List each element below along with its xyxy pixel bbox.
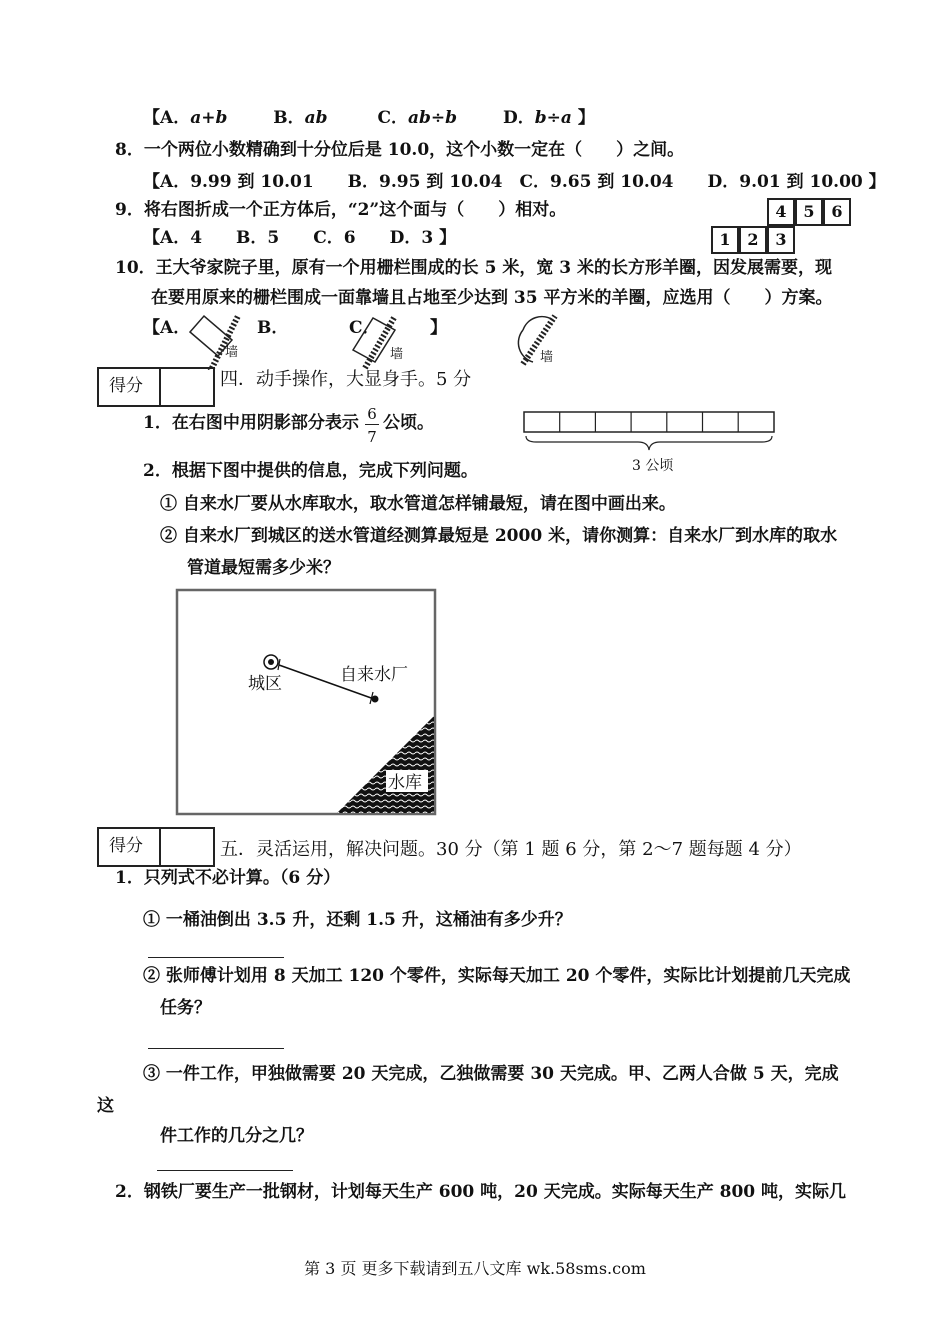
s5-q2: 2．钢铁厂要生产一批钢材，计划每天生产 600 吨，20 天完成。实际每天生产 800 吨，实际几 [115,1182,847,1202]
s5-q1-2a: ② 张师傅计划用 8 天加工 120 个零件，实际每天加工 20 个零件，实际比计划提前几天完成 [143,966,851,986]
section4-title: 四．动手操作，大显身手。5 分 [220,369,472,390]
s5-q1-1: ① 一桶油倒出 3.5 升，还剩 1.5 升，这桶油有多少升？ [143,910,572,930]
net-cell: 3 [767,226,795,254]
wall-label: 墙 [390,347,404,362]
q7-options: 【A．a+b B．ab C．ab÷b D．b÷a 】 [143,108,595,128]
q10-opt-close: 】 [430,318,447,338]
q10-line2: 在要用原来的栅栏围成一面靠墙且占地至少达到 35 平方米的羊圈，应选用（ ）方案。 [151,288,833,308]
map-city-label: 城区 [248,674,282,694]
option-c-figure [345,310,415,370]
net-cell: 5 [795,198,823,226]
answer-line[interactable] [148,957,284,958]
s4-q2-2a: ② 自来水厂到城区的送水管道经测算最短是 2000 米，请你测算：自来水厂到水库的取水 [160,526,838,546]
s5-q1-3a: ③ 一件工作，甲独做需要 20 天完成，乙独做需要 30 天完成。甲、乙两人合做 5 天，完成 [143,1064,839,1084]
fraction-denominator: 7 [367,428,377,446]
section5-title: 五．灵活运用，解决问题。30 分（第 1 题 6 分，第 2～7 题每题 4 分） [220,839,802,860]
q10-opt-a: 【A． [143,318,191,338]
s4-q1-text: 1．在右图中用阴影部分表示 [143,413,359,433]
hectare-bar [522,410,778,454]
net-cell: 6 [823,198,851,226]
q10-opt-c: C． [349,318,380,338]
s4-q2-2b: 管道最短需多少米？ [187,558,340,578]
score-label: 得分 [109,376,143,396]
score-box [97,367,215,407]
wall-label: 墙 [225,345,239,360]
score-label: 得分 [109,836,143,856]
fraction-bar [365,424,379,425]
wall-label: 墙 [540,350,554,365]
net-cell: 2 [739,226,767,254]
s5-q1-2b: 任务？ [160,998,211,1018]
page-footer: 第 3 页 更多下载请到五八文库 wk.58sms.com [304,1259,646,1278]
s5-q1-3c: 件工作的几分之几？ [160,1126,313,1146]
q8-options: 【A．9.99 到 10.01 B．9.95 到 10.04 C．9.65 到 10.04 D．9.01 到 10.00 】 [143,172,886,192]
option-a-figure [180,310,250,370]
q8-text: 8．一个两位小数精确到十分位后是 10.0，这个小数一定在（ ）之间。 [115,140,685,160]
s4-q2-1: ① 自来水厂要从水库取水，取水管道怎样铺最短，请在图中画出来。 [160,494,676,514]
net-cell: 4 [767,198,795,226]
answer-line[interactable] [157,1170,293,1171]
q9-text: 9．将右图折成一个正方体后，“2”这个面与（ ）相对。 [115,200,567,220]
fraction-numerator: 6 [367,405,377,423]
q9-options: 【A．4 B．5 C．6 D．3 】 [143,228,457,248]
q10-line1: 10．王大爷家院子里，原有一个用栅栏围成的长 5 米，宽 3 米的长方形羊圈，因发展需要，现 [115,258,832,278]
s4-q2-text: 2．根据下图中提供的信息，完成下列问题。 [143,461,478,481]
s4-q1-unit: 公顷。 [383,413,434,433]
s5-q1-3b: 这 [97,1096,114,1116]
net-cell: 1 [711,226,739,254]
map-reservoir-label: 水库 [388,773,422,793]
score-box [97,827,215,867]
s5-q1: 1．只列式不必计算。（6 分） [115,868,341,888]
answer-line[interactable] [148,1048,284,1049]
q10-opt-b: B． [257,318,289,338]
bar-label: 3 公顷 [632,458,674,474]
map-plant-label: 自来水厂 [340,665,408,685]
